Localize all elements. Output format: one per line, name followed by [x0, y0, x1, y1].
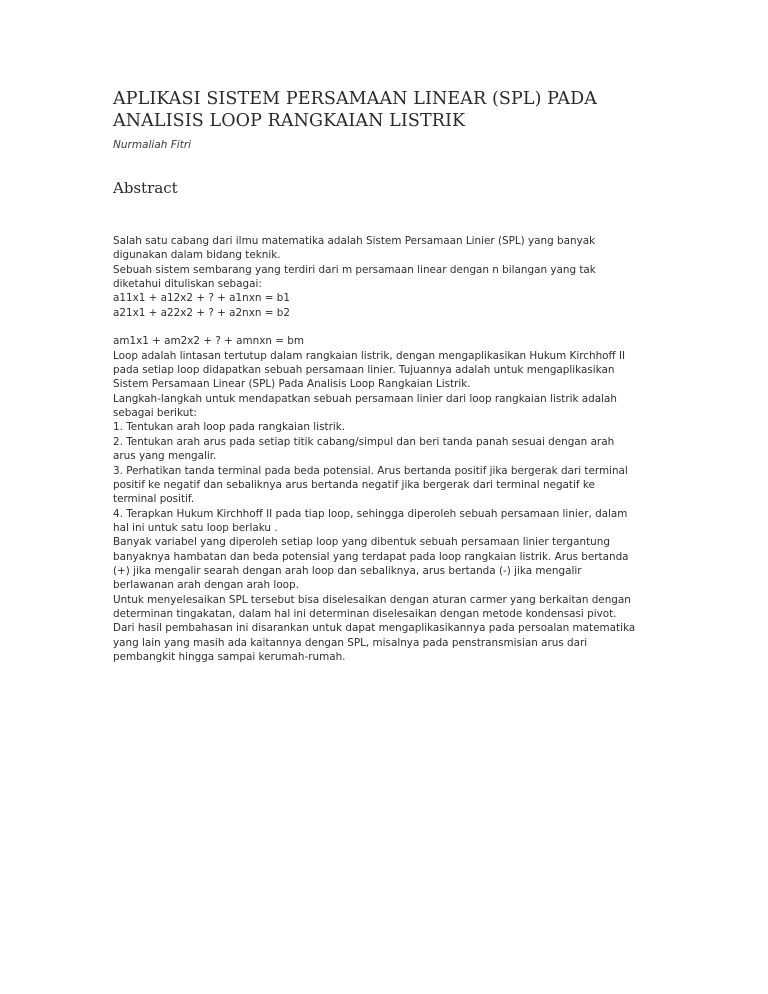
abstract-line: Banyak variabel yang diperoleh setiap loop yang dibentuk sebuah persamaan linier tergantung	[113, 536, 610, 549]
title-line-1: APLIKASI SISTEM PERSAMAAN LINEAR (SPL) PADA	[113, 89, 598, 109]
document-page	[113, 88, 658, 664]
abstract-line: 3. Perhatikan tanda terminal pada beda potensial. Arus bertanda positif jika bergerak dari terminal	[113, 464, 628, 477]
abstract-line: terminal positif.	[113, 493, 195, 506]
abstract-line: pembangkit hingga sampai kerumah-rumah.	[113, 650, 346, 663]
abstract-line: berlawanan arah dengan arah loop.	[113, 579, 299, 592]
abstract-line: positif ke negatif dan sebaliknya arus bertanda negatif jika bergerak dari terminal negatif ke	[113, 478, 595, 491]
abstract-line: Sebuah sistem sembarang yang terdiri dari m persamaan linear dengan n bilangan yang tak	[113, 263, 596, 276]
abstract-line: Dari hasil pembahasan ini disarankan untuk dapat mengaplikasikannya pada persoalan matematika	[113, 622, 636, 635]
abstract-line: banyaknya hambatan dan beda potensial yang terdapat pada loop rangkaian listrik. Arus bertanda	[113, 550, 629, 563]
abstract-line: a11x1 + a12x2 + ? + a1nxn = b1	[113, 292, 290, 305]
document-title	[113, 88, 658, 132]
abstract-line: 2. Tentukan arah arus pada setiap titik cabang/simpul dan beri tanda panah sesuai dengan arah	[113, 435, 615, 448]
author-name: Nurmaliah Fitri	[113, 139, 192, 151]
abstract-line: Salah satu cabang dari ilmu matematika adalah Sistem Persamaan Linier (SPL) yang banyak	[113, 235, 596, 247]
abstract-blank-line	[113, 320, 658, 334]
abstract-body	[113, 234, 658, 664]
abstract-line: Loop adalah lintasan tertutup dalam rangkaian listrik, dengan mengaplikasikan Hukum Kirchhoff II	[113, 349, 626, 362]
abstract-line: Langkah-langkah untuk mendapatkan sebuah persamaan linier dari loop rangkaian listrik adalah	[113, 392, 617, 405]
abstract-line: pada setiap loop didapatkan sebuah persamaan linier. Tujuannya adalah untuk mengaplikasikan	[113, 364, 615, 377]
abstract-line: 4. Terapkan Hukum Kirchhoff II pada tiap loop, sehingga diperoleh sebuah persamaan linier, dalam	[113, 507, 628, 520]
abstract-line: am1x1 + am2x2 + ? + amnxn = bm	[113, 335, 305, 348]
abstract-line: (+) jika mengalir searah dengan arah loop dan sebaliknya, arus bertanda (-) jika mengalir	[113, 564, 582, 577]
abstract-line: arus yang mengalir.	[113, 450, 217, 463]
abstract-line: hal ini untuk satu loop berlaku .	[113, 521, 278, 534]
abstract-line: diketahui dituliskan sebagai:	[113, 278, 262, 291]
abstract-line: yang lain yang masih ada kaitannya dengan SPL, misalnya pada penstransmisian arus dari	[113, 636, 588, 649]
abstract-line: sebagai berikut:	[113, 407, 197, 420]
title-line-2: ANALISIS LOOP RANGKAIAN LISTRIK	[113, 111, 466, 131]
abstract-line: Untuk menyelesaikan SPL tersebut bisa diselesaikan dengan aturan carmer yang berkaitan dengan	[113, 593, 631, 606]
abstract-line: a21x1 + a22x2 + ? + a2nxn = b2	[113, 306, 290, 319]
abstract-line: digunakan dalam bidang teknik.	[113, 249, 281, 262]
abstract-line: Sistem Persamaan Linear (SPL) Pada Analisis Loop Rangkaian Listrik.	[113, 378, 471, 391]
abstract-heading: Abstract	[113, 179, 178, 197]
abstract-line: 1. Tentukan arah loop pada rangkaian listrik.	[113, 421, 346, 434]
abstract-line: determinan tingakatan, dalam hal ini determinan diselesaikan dengan metode kondensasi pivot.	[113, 607, 617, 620]
